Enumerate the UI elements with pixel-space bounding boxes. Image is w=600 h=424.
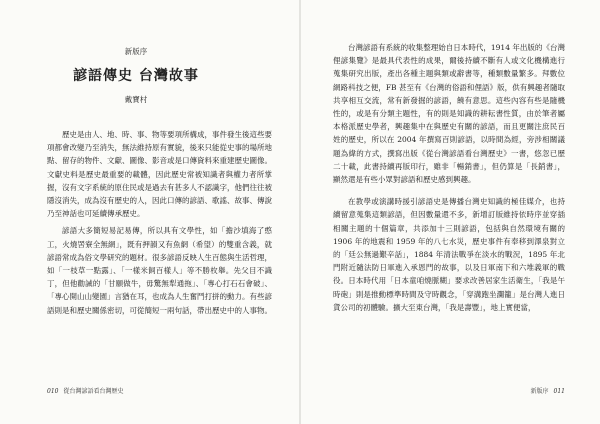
paragraph: 台灣諺語有系統的收集整理始自日本時代，1914 年出版的《台灣俚諺集覽》是最具代表性的成果，爾後持續不斷有人或文化機構進行蒐集研究出版，產出各種主題與類或辭書等，種類數量繁多。拜數位網路科技之便，FB 甚至有《台灣的俗語和俚語》版，供有興趣者隨取共享相互交流，常有新發掘的諺語，饒有意思。這些內容有些是隨機性的，或是有分類主題性，有的則是知識的耕耘書性質，由於筆者屬本格派歷史學者，興趣集中在與歷史有關的諺語，而且更關注庶民百姓的歷史，所以在 2004 年撰寫百則諺語，以時間為經，旁涉相關議題為緯的方式，撰寫出版《從台灣諺語看台灣歷史》一書，悠忽已歷二十載，此書持續再版印行，雖非「暢銷書」，但仍算是「長銷書」，顯然還是有些小眾對諺語和歷史感到興趣。: [333, 43, 565, 185]
paragraph: 歷史是由人、地、時、事、物等要項所構成，事件發生後這些要項都會改變乃至消失，無法維持原有實貌，後來只能從史事的場所地點、留存的物件、文獻、圖像、影音或是口傳資料來重建歷史圖像。文獻史料是歷史最重要的載體，因此歷史常被知識者與權力者所掌握，沒有文字系統的原住民或是過去有甚多人不認識字，他們往往被隱沒消失，成為沒有歷史的人，因此口傳的諺語、歌謠、故事、傳說乃至神話也可延續傳承歷史。: [47, 130, 272, 219]
page-number: 010: [47, 388, 59, 395]
right-footer: [531, 386, 565, 395]
right-page: [301, 0, 600, 424]
right-body-text: [333, 41, 565, 314]
author-name: 戴寶村: [124, 95, 148, 104]
left-footer: [47, 386, 123, 395]
running-title: 新版序: [530, 388, 549, 395]
page-number: 011: [553, 388, 565, 395]
left-body-text: [47, 128, 272, 317]
running-title: 從台灣諺語看台灣歷史: [63, 388, 124, 395]
preface-title: 諺語傳史 台灣故事: [73, 68, 199, 84]
paragraph: 諺語大多簡短易記易傳，所以具有文學性，如「擔沙填海了憨工，火燒罟寮全無網」，既有押韻又有魚網（希望）的雙重含義，就諺語常成為俗文學研究的題材。很多諺語反映人生百態與生活哲理，如「一枝草一點露」、「一樣米飼百樣人」等不勝枚舉。先父目不識丁，但他勸誡的「甘願做牛，毋驚無犁通拖」、「專心打石石會破」、「專心開山山變園」言猶在耳，也成為人生奮鬥打拼的動力。有些諺語則是和歷史關係密切，可從簡短一兩句話，帶出歷史中的人事物。: [47, 226, 272, 315]
section-kicker: 新版序: [124, 47, 148, 56]
paragraph: 在教學或演講時援引諺語史是傳播台灣史知識的極佳媒介，也持續留意蒐集這類諺語，但因數量還不多，新增訂版維持依時序並穿插相關主題的十個篇章，共添加十三則諺語，包括與自然環境有關的 1906 年的地震和 1959 年的八七水災，歷史事件有奉移到澤泉對立的「廷公無過艱辛話」，1884 年清法戰爭在淡水的戰況，1895 年北門附近隨法防日軍進入承恩門的故事，以及日軍南下和六堆義軍的戰役。日本時代用「日本童咱燒脈糊」要求改善居家生活衛生，「我是午時砲」則是推動標準時間及守時觀念，「穿溝跑坐瀾籠」是台灣人進日貨公司的初體驗。擴大至東台灣，「我是壽豐」，地上實便當，: [333, 197, 565, 312]
left-page: [0, 0, 299, 424]
